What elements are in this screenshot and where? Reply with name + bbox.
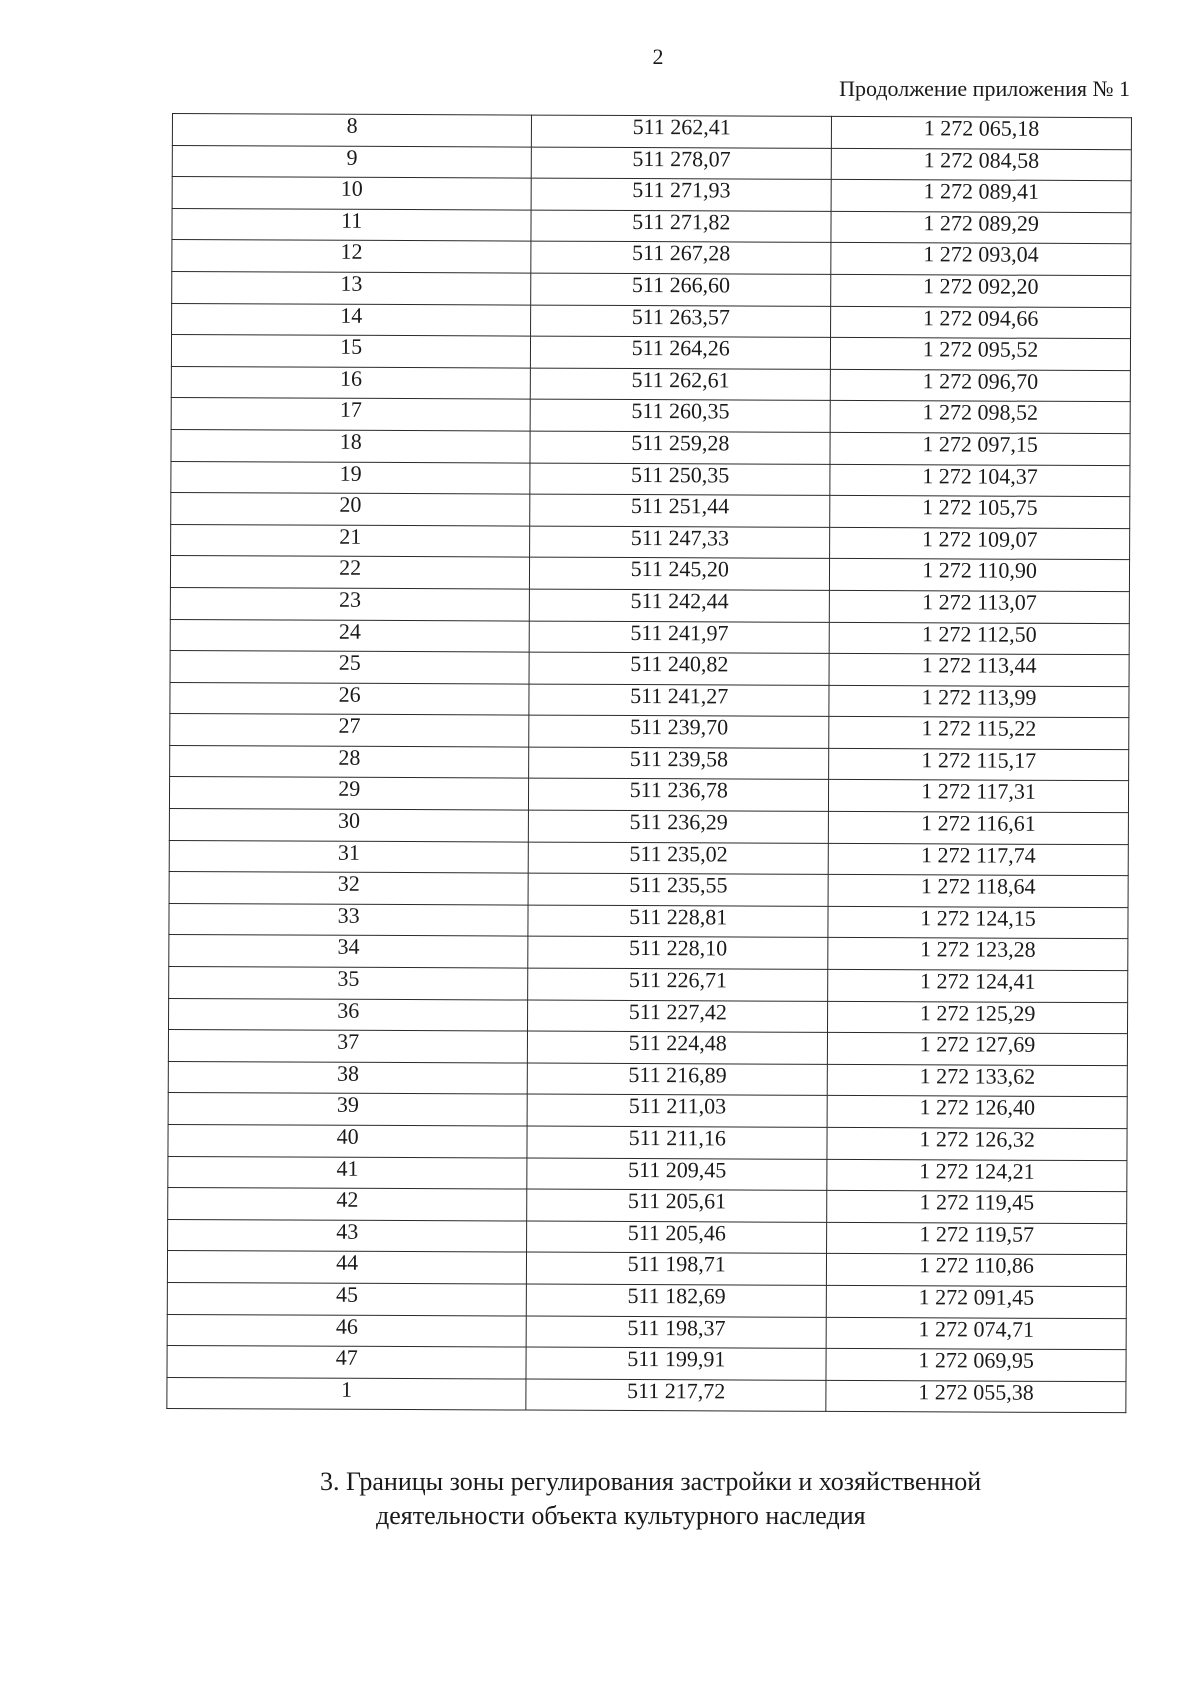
x-coordinate-cell: 511 224,48 [528, 1031, 828, 1064]
y-coordinate-cell: 1 272 065,18 [832, 116, 1132, 149]
table-row [168, 1188, 1127, 1224]
y-coordinate-cell: 1 272 112,50 [829, 622, 1129, 655]
point-number-cell: 1 [167, 1377, 526, 1410]
x-coordinate-cell: 511 209,45 [527, 1158, 827, 1191]
point-number-cell: 47 [167, 1346, 526, 1379]
table-row [171, 335, 1130, 371]
table-row [168, 1030, 1127, 1066]
x-coordinate-cell: 511 262,41 [532, 115, 832, 148]
x-coordinate-cell: 511 239,70 [529, 715, 829, 748]
y-coordinate-cell: 1 272 124,15 [828, 906, 1128, 939]
point-number-cell: 39 [168, 1093, 527, 1126]
y-coordinate-cell: 1 272 105,75 [830, 495, 1130, 528]
y-coordinate-cell: 1 272 089,41 [831, 180, 1131, 213]
y-coordinate-cell: 1 272 119,57 [827, 1222, 1127, 1255]
y-coordinate-cell: 1 272 126,40 [827, 1096, 1127, 1129]
x-coordinate-cell: 511 235,02 [529, 842, 829, 875]
point-number-cell: 24 [170, 619, 529, 652]
point-number-cell: 25 [170, 651, 529, 684]
y-coordinate-cell: 1 272 117,74 [828, 843, 1128, 876]
point-number-cell: 17 [171, 398, 530, 431]
y-coordinate-cell: 1 272 096,70 [830, 369, 1130, 402]
point-number-cell: 42 [168, 1188, 527, 1221]
point-number-cell: 32 [169, 872, 528, 905]
x-coordinate-cell: 511 216,89 [528, 1063, 828, 1096]
x-coordinate-cell: 511 278,07 [532, 147, 832, 180]
table-row [172, 271, 1131, 307]
coordinates-table-body [167, 114, 1132, 1414]
section-heading-line-1: 3. Границы зоны регулирования застройки и хозяйственной [320, 1467, 982, 1496]
table-row [167, 1282, 1126, 1318]
x-coordinate-cell: 511 260,35 [530, 399, 830, 432]
x-coordinate-cell: 511 247,33 [530, 526, 830, 559]
x-coordinate-cell: 511 198,37 [526, 1316, 826, 1349]
y-coordinate-cell: 1 272 097,15 [830, 432, 1130, 465]
point-number-cell: 26 [170, 682, 529, 715]
x-coordinate-cell: 511 198,71 [527, 1252, 827, 1285]
y-coordinate-cell: 1 272 124,21 [827, 1159, 1127, 1192]
point-number-cell: 23 [170, 587, 529, 620]
point-number-cell: 41 [168, 1156, 527, 1189]
y-coordinate-cell: 1 272 124,41 [828, 969, 1128, 1002]
y-coordinate-cell: 1 272 092,20 [831, 274, 1131, 307]
point-number-cell: 36 [169, 998, 528, 1031]
y-coordinate-cell: 1 272 074,71 [826, 1317, 1126, 1350]
x-coordinate-cell: 511 262,61 [531, 368, 831, 401]
table-row [169, 967, 1128, 1003]
point-number-cell: 22 [170, 556, 529, 589]
point-number-cell: 35 [169, 967, 528, 1000]
point-number-cell: 13 [172, 271, 531, 304]
table-row [168, 1061, 1127, 1097]
point-number-cell: 30 [169, 809, 528, 842]
x-coordinate-cell: 511 205,46 [527, 1221, 827, 1254]
point-number-cell: 9 [172, 145, 531, 178]
y-coordinate-cell: 1 272 123,28 [828, 938, 1128, 971]
y-coordinate-cell: 1 272 118,64 [828, 875, 1128, 908]
x-coordinate-cell: 511 239,58 [529, 747, 829, 780]
point-number-cell: 44 [167, 1251, 526, 1284]
table-row [172, 114, 1131, 150]
x-coordinate-cell: 511 251,44 [530, 494, 830, 527]
y-coordinate-cell: 1 272 084,58 [831, 148, 1131, 181]
table-row [171, 366, 1130, 402]
y-coordinate-cell: 1 272 098,52 [830, 401, 1130, 434]
x-coordinate-cell: 511 250,35 [530, 463, 830, 496]
x-coordinate-cell: 511 271,82 [531, 210, 831, 243]
table-row [172, 177, 1131, 213]
table-row [169, 935, 1128, 971]
point-number-cell: 37 [168, 1030, 527, 1063]
table-row [170, 682, 1129, 718]
table-row [168, 1093, 1127, 1129]
table-row [168, 1156, 1127, 1192]
x-coordinate-cell: 511 236,29 [529, 810, 829, 843]
table-row [171, 493, 1130, 529]
point-number-cell: 46 [167, 1314, 526, 1347]
x-coordinate-cell: 511 235,55 [528, 873, 828, 906]
y-coordinate-cell: 1 272 126,32 [827, 1127, 1127, 1160]
y-coordinate-cell: 1 272 093,04 [831, 243, 1131, 276]
x-coordinate-cell: 511 211,16 [527, 1126, 827, 1159]
table-row [170, 556, 1129, 592]
table-row [172, 240, 1131, 276]
point-number-cell: 10 [172, 177, 531, 210]
point-number-cell: 29 [169, 777, 528, 810]
y-coordinate-cell: 1 272 094,66 [831, 306, 1131, 339]
x-coordinate-cell: 511 217,72 [526, 1379, 826, 1412]
x-coordinate-cell: 511 199,91 [526, 1347, 826, 1380]
point-number-cell: 45 [167, 1282, 526, 1315]
x-coordinate-cell: 511 271,93 [531, 178, 831, 211]
y-coordinate-cell: 1 272 119,45 [827, 1191, 1127, 1224]
section-heading [320, 1465, 1080, 1533]
table-row [169, 903, 1128, 939]
table-row [169, 872, 1128, 908]
x-coordinate-cell: 511 240,82 [529, 652, 829, 685]
table-row [172, 303, 1131, 339]
point-number-cell: 20 [171, 493, 530, 526]
y-coordinate-cell: 1 272 127,69 [828, 1033, 1128, 1066]
x-coordinate-cell: 511 264,26 [531, 336, 831, 369]
table-row [168, 1219, 1127, 1255]
table-row [168, 1124, 1127, 1160]
table-row [171, 398, 1130, 434]
table-row [169, 998, 1128, 1034]
table-row [171, 461, 1130, 497]
y-coordinate-cell: 1 272 095,52 [831, 338, 1131, 371]
x-coordinate-cell: 511 266,60 [531, 273, 831, 306]
y-coordinate-cell: 1 272 113,07 [829, 590, 1129, 623]
point-number-cell: 43 [168, 1219, 527, 1252]
table-row [171, 524, 1130, 560]
x-coordinate-cell: 511 205,61 [527, 1189, 827, 1222]
point-number-cell: 21 [171, 524, 530, 557]
page-number: 2 [652, 44, 664, 69]
x-coordinate-cell: 511 259,28 [530, 431, 830, 464]
table-row [172, 208, 1131, 244]
table-row [170, 714, 1129, 750]
point-number-cell: 40 [168, 1124, 527, 1157]
y-coordinate-cell: 1 272 091,45 [826, 1285, 1126, 1318]
point-number-cell: 33 [169, 903, 528, 936]
x-coordinate-cell: 511 242,44 [530, 589, 830, 622]
table-row [167, 1251, 1126, 1287]
point-number-cell: 8 [172, 114, 531, 147]
point-number-cell: 34 [169, 935, 528, 968]
x-coordinate-cell: 511 228,81 [528, 905, 828, 938]
y-coordinate-cell: 1 272 110,86 [827, 1254, 1127, 1287]
y-coordinate-cell: 1 272 069,95 [826, 1349, 1126, 1382]
table-row [170, 745, 1129, 781]
y-coordinate-cell: 1 272 089,29 [831, 211, 1131, 244]
y-coordinate-cell: 1 272 116,61 [828, 811, 1128, 844]
x-coordinate-cell: 511 263,57 [531, 305, 831, 338]
y-coordinate-cell: 1 272 133,62 [827, 1064, 1127, 1097]
point-number-cell: 15 [171, 335, 530, 368]
x-coordinate-cell: 511 236,78 [529, 779, 829, 812]
continuation-label: Продолжение приложения № 1 [839, 76, 1130, 101]
y-coordinate-cell: 1 272 104,37 [830, 464, 1130, 497]
y-coordinate-cell: 1 272 125,29 [828, 1001, 1128, 1034]
coordinates-table [166, 113, 1132, 1414]
x-coordinate-cell: 511 211,03 [527, 1094, 827, 1127]
y-coordinate-cell: 1 272 055,38 [826, 1380, 1126, 1413]
section-heading-line-2: деятельности объекта культурного наследия [376, 1501, 866, 1530]
x-coordinate-cell: 511 226,71 [528, 968, 828, 1001]
y-coordinate-cell: 1 272 109,07 [830, 527, 1130, 560]
point-number-cell: 11 [172, 208, 531, 241]
table-row [167, 1346, 1126, 1382]
table-row [170, 587, 1129, 623]
point-number-cell: 18 [171, 429, 530, 462]
y-coordinate-cell: 1 272 110,90 [830, 559, 1130, 592]
y-coordinate-cell: 1 272 115,17 [829, 748, 1129, 781]
x-coordinate-cell: 511 267,28 [531, 241, 831, 274]
point-number-cell: 16 [171, 366, 530, 399]
table-row [170, 619, 1129, 655]
table-row [169, 840, 1128, 876]
x-coordinate-cell: 511 228,10 [528, 936, 828, 969]
x-coordinate-cell: 511 227,42 [528, 1000, 828, 1033]
point-number-cell: 19 [171, 461, 530, 494]
table-row [169, 809, 1128, 845]
table-row [172, 145, 1131, 181]
point-number-cell: 14 [172, 303, 531, 336]
table-row [171, 429, 1130, 465]
point-number-cell: 28 [170, 745, 529, 778]
y-coordinate-cell: 1 272 113,44 [829, 653, 1129, 686]
point-number-cell: 12 [172, 240, 531, 273]
y-coordinate-cell: 1 272 115,22 [829, 717, 1129, 750]
table-row [167, 1314, 1126, 1350]
x-coordinate-cell: 511 241,27 [529, 684, 829, 717]
y-coordinate-cell: 1 272 117,31 [829, 780, 1129, 813]
table-row [167, 1377, 1126, 1413]
x-coordinate-cell: 511 182,69 [527, 1284, 827, 1317]
table-row [169, 777, 1128, 813]
table-row [170, 651, 1129, 687]
point-number-cell: 31 [169, 840, 528, 873]
x-coordinate-cell: 511 241,97 [529, 621, 829, 654]
y-coordinate-cell: 1 272 113,99 [829, 685, 1129, 718]
point-number-cell: 38 [168, 1061, 527, 1094]
x-coordinate-cell: 511 245,20 [530, 557, 830, 590]
point-number-cell: 27 [170, 714, 529, 747]
